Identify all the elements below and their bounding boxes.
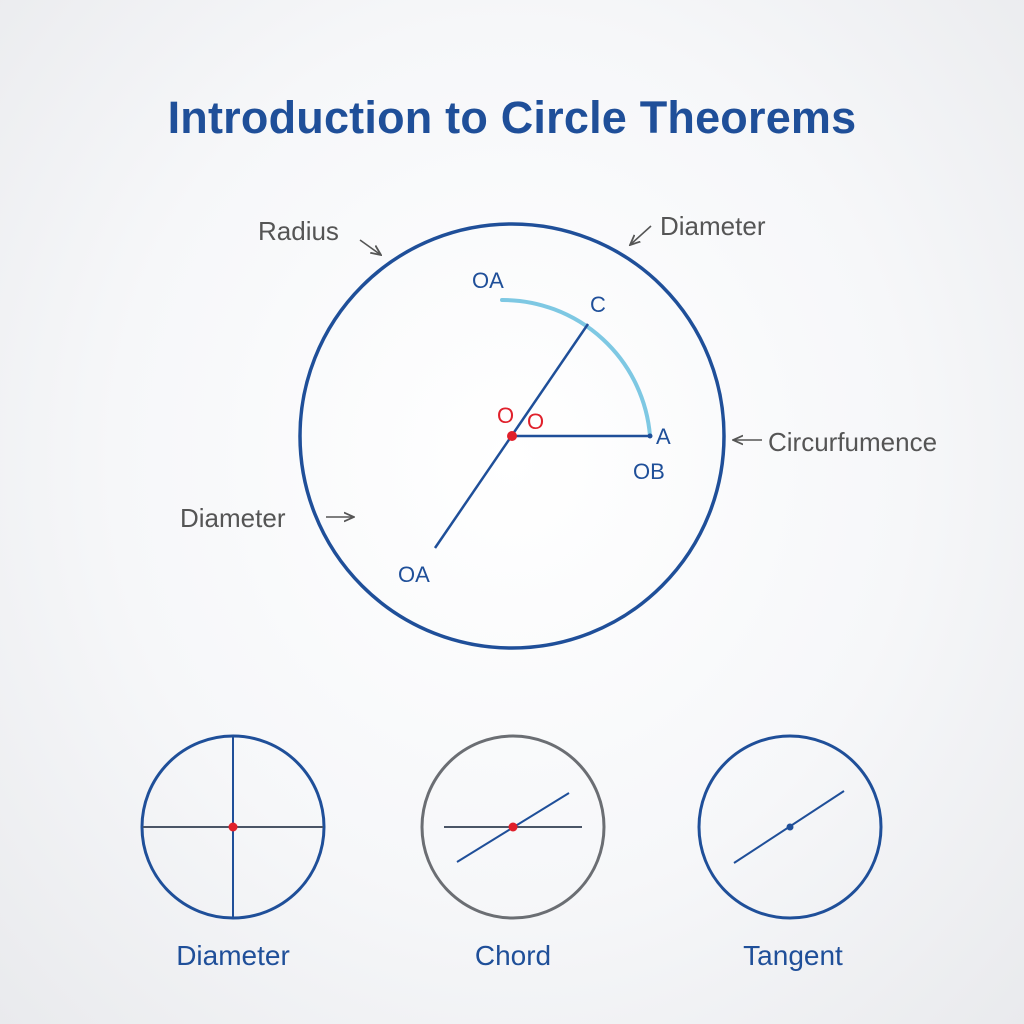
tangent-point [787,824,794,831]
callout-radius: Radius [258,216,339,246]
label-oa-top: OA [472,268,504,293]
label-ob: OB [633,459,665,484]
callout-diameter-top-arrow [630,226,651,245]
callouts [180,211,937,533]
diameter-center-point [229,823,238,832]
label-o-red: O [497,403,515,428]
callout-circumference: Circurfumence [768,427,938,457]
small-diagram-label-chord: Chord [474,940,552,971]
small-diagram-tangent [699,736,881,971]
small-diagram-label-tangent: Tangent [743,940,843,971]
main-circle-diagram [300,224,724,648]
chord-intersection-point [509,823,518,832]
label-a: A [656,424,671,449]
callout-radius-arrow [360,240,381,255]
page-title: Introduction to Circle Theorems [167,92,857,143]
callout-diameter-top: Diameter [660,211,766,241]
label-o-red-2: O [527,409,545,434]
label-c: C [590,292,606,317]
small-diagram-label-diameter: Diameter [176,940,290,971]
small-diagram-diameter [142,736,324,971]
point-a-dot [648,434,653,439]
callout-diameter-left: Diameter [180,503,286,533]
center-point-o [507,431,517,441]
small-diagram-chord [422,736,604,971]
label-oa-bottom: OA [398,562,430,587]
